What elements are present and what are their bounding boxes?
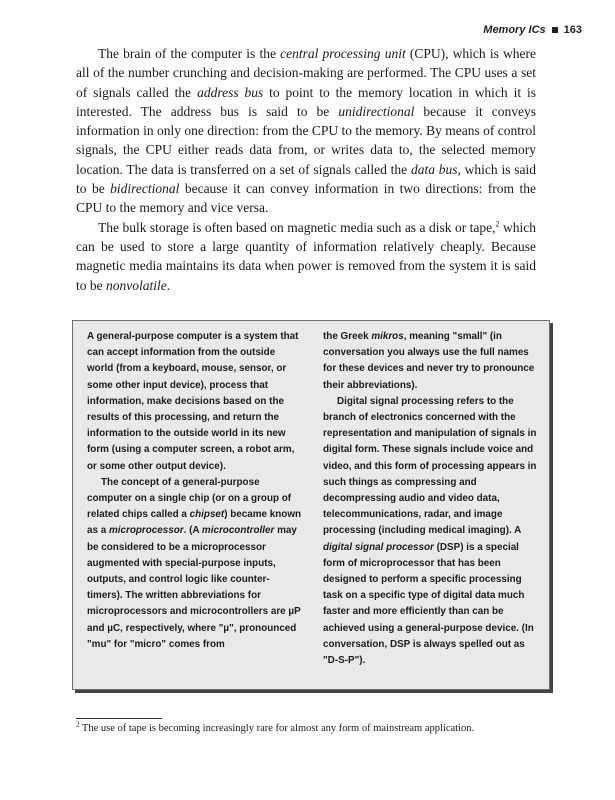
sidebar-paragraph-greek [323, 329, 539, 394]
text-run: (CPU), which is where all of the number crunching and decision-making are performed. The CPU uses a set of signals called the [76, 46, 536, 100]
sidebar-paragraph-microprocessor [87, 475, 303, 653]
footnote-marker: 2 [76, 720, 80, 729]
term-microcontroller: microcontroller [201, 525, 275, 537]
text-run: (DSP) is a special form of microprocessor that has been designed to perform a specific processing task on a specific type of digital data much faster and more efficiently than can be achieved using a general-purpose device. (In conversation, DSP is always spelled out as "D-S-P"). [323, 541, 534, 667]
sidebar-left-column [87, 329, 303, 669]
square-bullet-icon [552, 27, 558, 33]
paragraph-bulk-storage [76, 218, 536, 295]
text-run: The bulk storage is often based on magnetic media such as a disk or tape, [98, 219, 496, 235]
text-run: Digital signal processing refers to the branch of electronics concerned with the representation and manipulation of signals in digital form. These signals include voice and video, and this form of processing appears in such things as compressing and decompressing audio and video data, telecommunications, radar, and image processing (including medical imaging). A [323, 395, 537, 537]
term-microprocessor: microprocessor [108, 525, 184, 537]
term-chipset: chipset [189, 509, 225, 521]
text-run: may be considered to be a microprocessor augmented with special-purpose inputs, outputs, and control logic like counter-timers). The written abbreviations for microprocessors and microcontrollers are µP and µC, respectively, where "µ", pronounced "mu" for "micro" comes from [87, 525, 301, 650]
term-mikros: mikros [371, 331, 404, 342]
footnote-divider [76, 718, 162, 719]
body-text [76, 44, 536, 295]
text-run: The brain of the computer is the [98, 46, 281, 61]
running-header [483, 24, 582, 36]
term-bidirectional: bidirectional [110, 181, 180, 197]
term-nonvolatile: nonvolatile [106, 277, 167, 293]
footnote-text: The use of tape is becoming increasingly rare for almost any form of mainstream application. [79, 723, 475, 734]
text-run: . (A [183, 525, 202, 537]
sidebar-paragraph-computer: A general-purpose computer is a system that can accept information from the outside world (from a keyboard, mouse, sensor, or some other input device), process that information, make decisions based on the results of this processing, and return the information to the outside world in its new form (using a computer screen, a robot arm, or some other output device). [87, 331, 299, 472]
text-run: to point to the memory location in which it is interested. The address bus is said to be [76, 84, 536, 119]
text-run: which can be used to store a large quantity of information relatively cheaply. Because magnetic media maintains its data when power is removed from the system it is said to be [76, 219, 536, 293]
paragraph-cpu [76, 44, 536, 218]
footnote [76, 722, 556, 736]
text-run: because it can convey information in two directions: from the CPU to the memory and vice versa. [76, 181, 536, 216]
sidebar-right-column [323, 329, 539, 669]
text-run: ) became known as a [87, 509, 302, 537]
text-run: . [166, 277, 171, 293]
term-address-bus: address bus [197, 84, 264, 100]
section-title: Memory ICs [483, 24, 546, 36]
text-run: because it conveys information in only one direction: from the CPU to the memory. By means of control signals, the CPU either reads data from, or writes data to, the selected memory location. The data is transferred on a set of signals called the [76, 103, 536, 177]
sidebar-paragraph-dsp [323, 394, 539, 669]
term-digital-signal-processor: digital signal processor [323, 541, 434, 553]
text-run: , which is said to be [76, 161, 536, 197]
text-run: , meaning "small" (in conversation you always use the full names for these devices and never try to pronounce their abbreviations). [323, 331, 535, 391]
sidebar-box [72, 320, 550, 690]
text-run: The concept of a general-purpose computer on a single chip (or on a group of related chips called a [87, 476, 292, 521]
term-data-bus: data bus [410, 161, 458, 177]
text-run: the Greek [323, 331, 372, 342]
page-number: 163 [563, 24, 582, 36]
term-unidirectional: unidirectional [338, 103, 415, 119]
term-central-processing-unit: central processing unit [280, 46, 406, 61]
sidebar-columns [87, 329, 539, 669]
footnote-reference: 2 [495, 219, 500, 229]
